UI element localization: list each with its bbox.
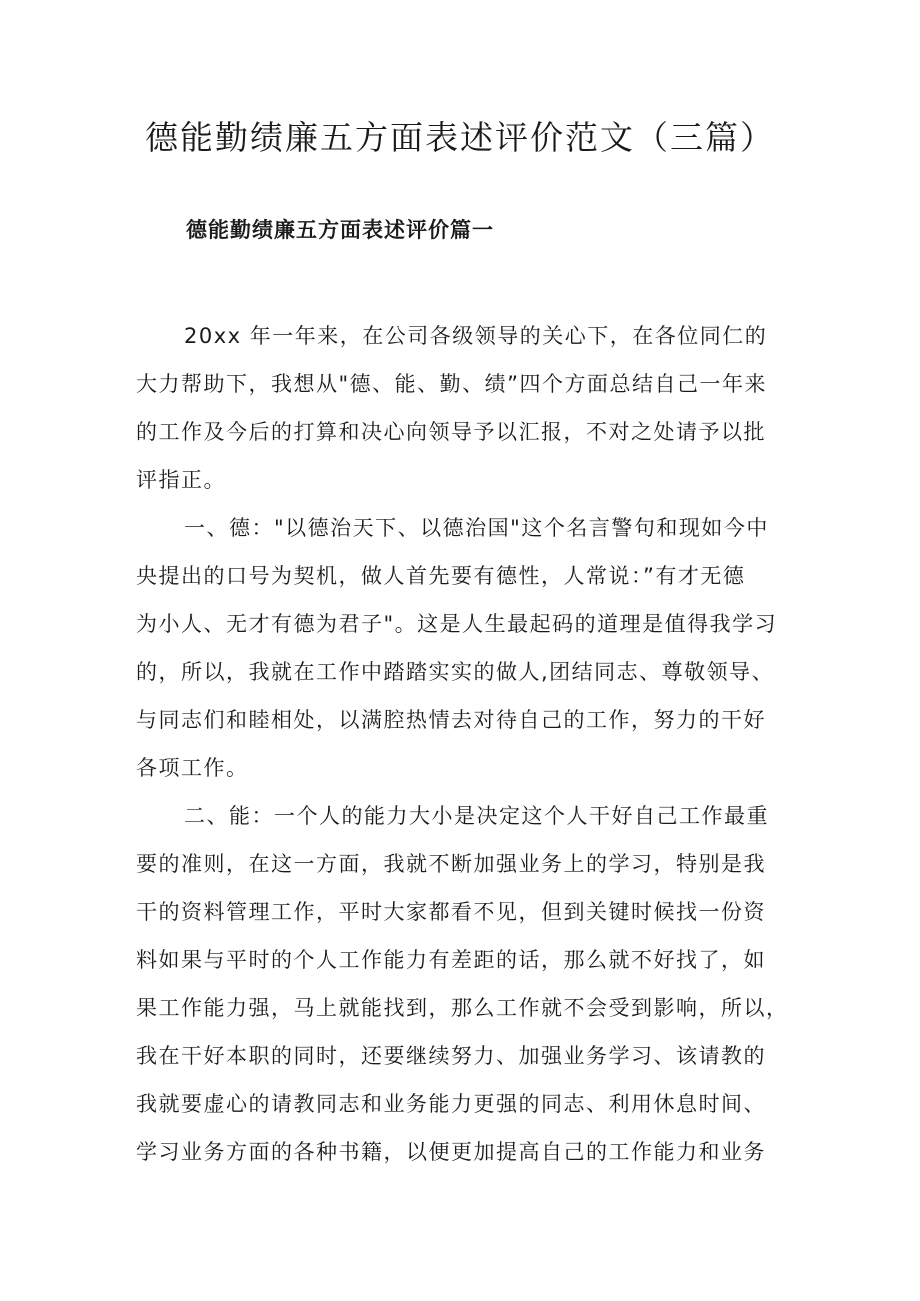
text-line: 我就要虚心的请教同志和业务能力更强的同志、利用休息时间、 (136, 1092, 766, 1116)
text-line: 学习业务方面的各种书籍，以便更加提高自己的工作能力和业务 (136, 1140, 766, 1164)
text-line: 果工作能力强，马上就能找到，那么工作就不会受到影响，所以， (136, 996, 789, 1020)
paragraph-ability (136, 792, 796, 1176)
text-line: 为小人、无才有德为君子"。这是人生最起码的道理是值得我学习 (136, 612, 778, 636)
document-body (136, 312, 796, 1176)
text-line: 料如果与平时的个人工作能力有差距的话，那么就不好找了，如 (136, 948, 766, 972)
paragraph-virtue (136, 504, 796, 792)
text-line: 二、能：一个人的能力大小是决定这个人干好自己工作最重 (184, 804, 769, 828)
text-line: 的，所以，我就在工作中踏踏实实的做人,团结同志、尊敬领导、 (136, 660, 775, 684)
text-line: 央提出的口号为契机，做人首先要有德性，人常说：”有才无德 (136, 564, 746, 588)
document-title: 德能勤绩廉五方面表述评价范文（三篇） (145, 118, 775, 157)
text-line: 评指正。 (136, 468, 226, 492)
text-line: 我在干好本职的同时，还要继续努力、加强业务学习、该请教的 (136, 1044, 766, 1068)
text-line: 干的资料管理工作，平时大家都看不见，但到关键时候找一份资 (136, 900, 766, 924)
section-heading: 德能勤绩廉五方面表述评价篇一 (186, 218, 494, 242)
text-line: 各项工作。 (136, 756, 249, 780)
text-line: 大力帮助下，我想从"德、能、勤、绩”四个方面总结自己一年来 (136, 372, 768, 396)
text-line: 20xx 年一年来，在公司各级领导的关心下，在各位同仁的 (184, 324, 768, 348)
text-line: 要的准则，在这一方面，我就不断加强业务上的学习，特别是我 (136, 852, 766, 876)
text-line: 的工作及今后的打算和决心向领导予以汇报，不对之处请予以批 (136, 420, 766, 444)
text-line: 与同志们和睦相处，以满腔热情去对待自己的工作，努力的干好 (136, 708, 766, 732)
text-line: 一、德："以德治天下、以德治国"这个名言警句和现如今中 (184, 516, 769, 540)
paragraph-intro (136, 312, 796, 504)
